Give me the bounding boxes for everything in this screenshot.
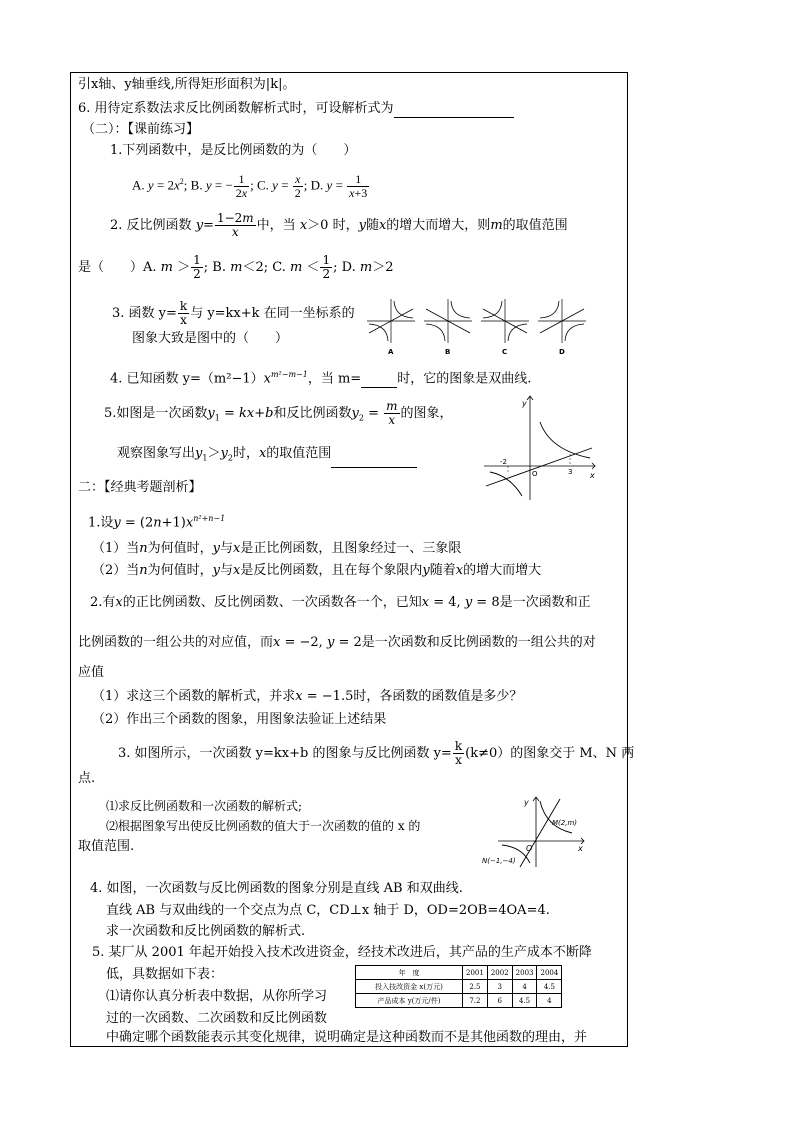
table-cell: 2.5 <box>463 980 488 994</box>
option-c-label: ; C. <box>250 177 269 193</box>
text: 比例函数的一组公共的对应值，而 <box>78 635 274 650</box>
graph-label: B <box>445 348 451 356</box>
problem-2: 2.有x的正比例函数、反比例函数、一次函数各一个，已知x = 4, y = 8是一次函数和正 <box>90 595 591 610</box>
table-header-row <box>356 966 562 980</box>
tick-label: -2 <box>500 458 507 466</box>
table-header-cell: 2004 <box>537 966 562 980</box>
problem-5-line5: 中确定哪个函数能表示其变化规律，说明确定是这种函数而不是其他函数的理由，并 <box>106 1030 588 1045</box>
text: 2.有 <box>90 595 116 610</box>
option-d-label: ; D. <box>303 177 324 193</box>
text: ＞0 时， <box>307 218 359 233</box>
table-cell: 产品成本 y(万元/件) <box>356 994 463 1008</box>
problem-4: 4. 如图，一次函数与反比例函数的图象分别是直线 AB 和双曲线. <box>90 881 463 896</box>
table-cell: 7.2 <box>463 994 488 1008</box>
problem-3: 3. 如图所示，一次函数 y=kx+b 的图象与反比例函数 y= $\frac{k}{x}$ (k≠0）的图象交于 M、N 两 <box>118 739 635 767</box>
text: 的增大而增大，则 <box>386 218 491 233</box>
table-cell: 4 <box>537 994 562 1008</box>
graph-option-b <box>424 299 472 356</box>
table-cell: 4.5 <box>512 994 537 1008</box>
exercise-5-line2: 观察图象写出$y_1>y_2$时，x的取值范围 <box>117 445 417 468</box>
text: 随 <box>365 218 379 233</box>
text: 时， <box>232 446 259 461</box>
table-header-cell: 2001 <box>463 966 488 980</box>
graph-label: C <box>502 348 508 356</box>
graph-option-c <box>481 299 529 356</box>
problem-2-part-1: （1）求这三个函数的解析式，并求x = −1.5时，各函数的函数值是多少？ <box>92 689 523 704</box>
table-cell: 4.5 <box>537 980 562 994</box>
text: 5.如图是一次函数 <box>104 406 208 421</box>
table-cell: 6 <box>487 994 512 1008</box>
text: 的正比例函数、反比例函数、一次函数各一个，已知 <box>122 595 422 610</box>
answer-blank[interactable] <box>394 103 514 118</box>
problem-5-line4: 过的一次函数、二次函数和反比例函数 <box>106 1011 328 1026</box>
text: 3. 如图所示，一次函数 y=kx+b 的图象与反比例函数 y= <box>118 746 452 761</box>
question-6-text: 6. 用待定系数法求反比例函数解析式时，可设解析式为 <box>78 101 394 116</box>
answer-graphs <box>363 297 608 357</box>
problem-3-line4: 取值范围. <box>78 839 135 854</box>
table-header-cell: 2002 <box>487 966 512 980</box>
text: 是（ ）A. <box>78 260 157 275</box>
answer-blank[interactable] <box>361 373 397 388</box>
text: 与 <box>220 541 234 556</box>
graph-label: A <box>388 348 394 356</box>
text: 1.设 <box>88 515 114 531</box>
table-cell: 4 <box>512 980 537 994</box>
graph-label: D <box>559 348 565 356</box>
problem-5-line3: ⑴请你认真分析表中数据，从你所学习 <box>106 989 328 1004</box>
table-row <box>356 994 562 1008</box>
text: 与 <box>220 563 234 578</box>
text: 时，它的图象是双曲线. <box>397 371 532 387</box>
table-header-cell: 2003 <box>512 966 537 980</box>
text: 观察图象写出 <box>117 446 196 461</box>
table-header-cell: 年 度 <box>356 966 463 980</box>
y-axis-label: y <box>524 798 529 807</box>
table-cell: 3 <box>487 980 512 994</box>
point-m-label: M(2,m) <box>552 819 577 827</box>
option-b-label: ; B. <box>183 177 203 193</box>
text: 的取值范围 <box>266 446 332 461</box>
text: 和反比例函数 <box>273 406 352 421</box>
section-heading: （二）：【课前练习】 <box>82 122 200 137</box>
text: 与 y=kx+k 在同一坐标系的 <box>190 306 355 321</box>
text: ; D. <box>333 260 356 275</box>
text: ，当 m= <box>307 371 362 387</box>
y-axis-label: y <box>522 399 527 408</box>
graph-option-d <box>538 299 586 356</box>
origin-label: O <box>532 470 538 478</box>
text: 的增大而增大 <box>463 563 542 578</box>
data-table <box>355 965 562 1008</box>
problem-4-line3: 求一次函数和反比例函数的解析式. <box>106 924 306 939</box>
exercise-1-options: A. $y = 2x^2$; B. y = − $\frac{1}{2x}$ ; C. y = $\frac{x}{2}$ ; D. y = $\frac{1}{x+3}$ <box>132 171 368 200</box>
text: 2. 反比例函数 <box>110 218 192 233</box>
figure-5-graph <box>480 392 600 504</box>
text: （1）求这三个函数的解析式，并求 <box>92 689 296 704</box>
text: 3. 函数 y= <box>112 306 177 321</box>
option-a-label: A. <box>132 177 145 193</box>
exercise-2-options: 是（ ）A. m ＞ $\frac{1}{2}$ ; B. m＜2; C. m ＜ $\frac{1}{2}$ ; D. m＞2 <box>78 253 394 281</box>
exercise-3: 3. 函数 y= $\frac{k}{x}$ 与 y=kx+k 在同一坐标系的 <box>112 299 355 327</box>
text: 是反比例函数，且在每个象限内 <box>240 563 423 578</box>
problem-2-line2: 比例函数的一组公共的对应值，而x = −2, y = 2是一次函数和反比例函数的一组公共的对 <box>78 635 596 650</box>
text: （2）当 <box>92 563 140 578</box>
text: ＜2; C. <box>242 260 286 275</box>
exercise-1: 1.下列函数中，是反比例函数的为（ ） <box>110 143 357 158</box>
tick-label: 3 <box>568 468 573 476</box>
text: 4. 已知函数 y=（m²−1） <box>110 371 264 387</box>
text: 的取值范围 <box>502 218 568 233</box>
exercise-3-line2: 图象大致是图中的（ ） <box>132 331 289 346</box>
table-row <box>356 980 562 994</box>
point-n-label: N(−1,−4) <box>482 857 516 865</box>
problem-3-part-1: ⑴求反比例函数和一次函数的解析式; <box>106 799 303 813</box>
problem-2-line3: 应值 <box>78 665 105 680</box>
problem-1: 1.设$y = (2n+1)x^{n^2+n-1}$ <box>88 514 226 531</box>
text: ; B. <box>203 260 226 275</box>
text: ＞2 <box>372 260 394 275</box>
problem-5: 5. 某厂从 2001 年起开始投入技术改进资金，经技术改进后，其产品的生产成本不断降 <box>92 945 592 960</box>
x-axis-label: x <box>590 471 595 480</box>
problem-1-part-2: （2）当n为何值时，y与x是反比例函数，且在每个象限内y随着x的增大而增大 <box>92 563 542 578</box>
text: 随着 <box>429 563 456 578</box>
x-axis-label: x <box>578 844 583 853</box>
exercise-4: 4. 已知函数 $y=(m^2-1)x^{m^2-m-1}$，当 m= 时，它的图象是双曲线. <box>110 370 532 387</box>
text: 为何值时， <box>147 563 213 578</box>
problem-5-line2: 低，具数据如下表： <box>106 967 224 982</box>
question-6 <box>78 100 514 118</box>
text: 是一次函数和反比例函数的一组公共的对 <box>361 635 596 650</box>
problem-3-line2: 点. <box>78 771 96 786</box>
text: （1）当 <box>92 541 140 556</box>
graph-option-a <box>367 299 415 356</box>
text: 时，各函数的函数值是多少？ <box>353 689 523 704</box>
text: 是一次函数和正 <box>499 595 591 610</box>
problem-3-part-2: ⑵根据图象写出使反比例函数的值大于一次函数的值的 x 的 <box>106 819 421 833</box>
text: 是正比例函数，且图象经过一、三象限 <box>240 541 462 556</box>
section-2-heading: 二：【经典考题剖析】 <box>78 480 202 495</box>
text: 中，当 <box>256 218 296 233</box>
text-line: 引x轴、y轴垂线,所得矩形面积为|k|。 <box>78 77 296 92</box>
text: 为何值时， <box>147 541 213 556</box>
table-cell: 投入技改资金 x(万元) <box>356 980 463 994</box>
text: 的图象， <box>400 406 453 421</box>
text: (k≠0）的图象交于 M、N 两 <box>465 746 635 761</box>
exercise-2: 2. 反比例函数 y= $\frac{1-2m}{x}$ 中，当 x＞0 时，y随x的增大而增大，则m的取值范围 <box>110 211 568 239</box>
exercise-5: 5.如图是一次函数$y_1 = kx+b$和反比例函数$y_2$ = $\frac{m}{x}$ 的图象， <box>104 399 453 427</box>
problem-1-part-1: （1）当n为何值时，y与x是正比例函数，且图象经过一、三象限 <box>92 541 462 556</box>
answer-blank[interactable] <box>331 453 417 468</box>
problem-4-line2: 直线 AB 与双曲线的一个交点为点 C，CD⊥x 轴于 D，OD=2OB=4OA=4. <box>106 903 550 918</box>
origin-label: O <box>526 844 533 853</box>
figure-3-graph <box>480 793 590 871</box>
problem-2-part-2: （2）作出三个函数的图象，用图象法验证上述结果 <box>92 712 387 727</box>
